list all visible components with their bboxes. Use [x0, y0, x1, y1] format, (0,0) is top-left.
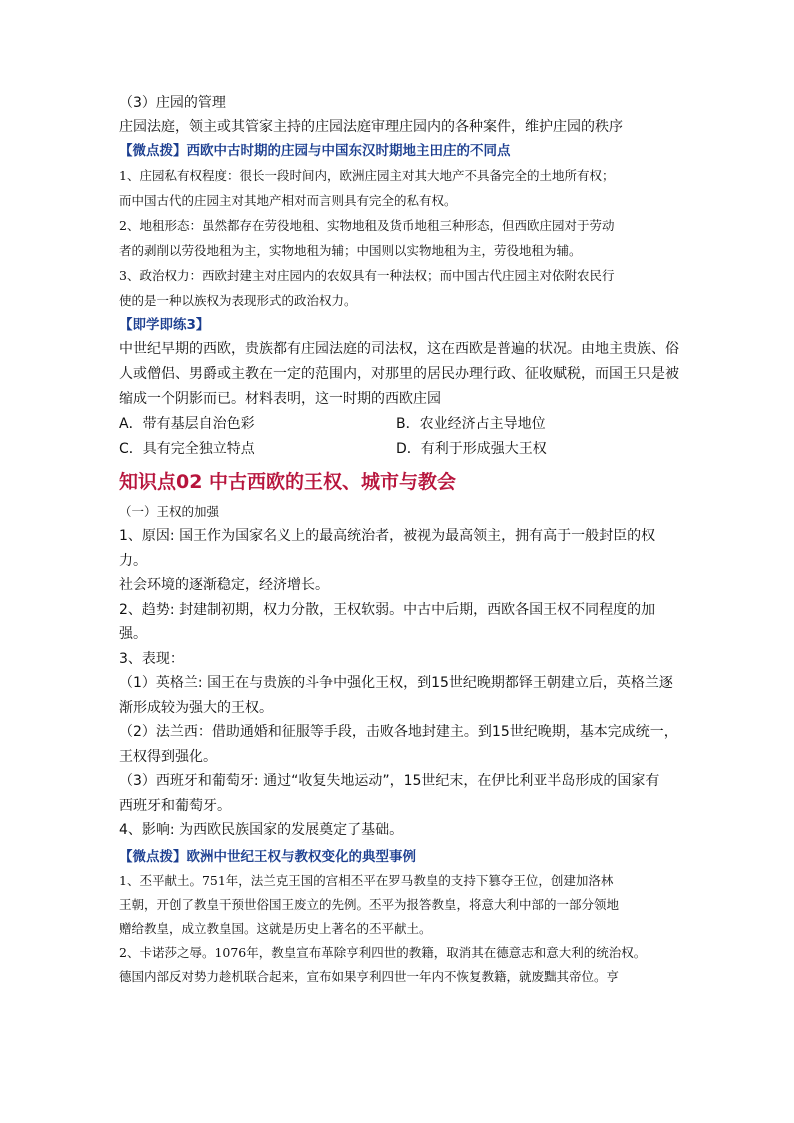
- body-line: （3）西班牙和葡萄牙: 通过“收复失地运动”，15世纪末，在伊比利亚半岛形成的国家有: [119, 773, 660, 789]
- subsection-heading: （一）王权的加强: [119, 504, 220, 519]
- option-a[interactable]: A．带有基层自治色彩: [119, 416, 255, 432]
- tip-kingship-church-body: [119, 869, 679, 989]
- tip-title-kingship-church: 【微点拨】欧洲中世纪王权与教权变化的典型事例: [119, 848, 416, 865]
- question-line: 中世纪早期的西欧，贵族都有庄园法庭的司法权，这在西欧是普遍的状况。由地主贵族、俗: [119, 341, 679, 357]
- exercise-title: 【即学即练3】: [119, 317, 210, 333]
- tip-line: 德国内部反对势力趁机联合起来，宣布如果亨利四世一年内不恢复教籍，就废黜其帝位。亨: [119, 968, 620, 984]
- tip-differences-body: [119, 163, 679, 313]
- tip-line: 赠给教皇，成立教皇国。这就是历史上著名的丕平献土。: [119, 920, 432, 936]
- question-line: 人或僧侣、男爵或主教在一定的范围内，对那里的居民办理行政、征收赋税，而国王只是被: [119, 366, 679, 382]
- kingship-body: [119, 524, 679, 843]
- body-line: 西班牙和葡萄牙。: [119, 797, 231, 814]
- question-line: 缩成一个阴影而已。材料表明，这一时期的西欧庄园: [119, 391, 441, 407]
- option-b[interactable]: B．农业经济占主导地位: [396, 416, 546, 432]
- tip-title-differences: 【微点拨】西欧中古时期的庄园与中国东汉时期地主田庄的不同点: [119, 143, 511, 159]
- tip-line: 1、庄园私有权程度：很长一段时间内，欧洲庄园主对其大地产不具备完全的土地所有权；: [119, 168, 615, 183]
- body-line: （2）法兰西：借助通婚和征服等手段，击败各地封建主。到15世纪晚期，基本完成统一，: [119, 724, 678, 740]
- option-c[interactable]: C．具有完全独立特点: [119, 441, 255, 457]
- body-line: 社会环境的逐渐稳定，经济增长。: [119, 577, 329, 593]
- knowledge-point-title: 知识点02 中古西欧的王权、城市与教会: [119, 471, 457, 493]
- manor-court-text: 庄园法庭，领主或其管家主持的庄园法庭审理庄园内的各种案件，维护庄园的秩序: [119, 118, 623, 135]
- tip-line: 而中国古代的庄园主对其地产相对而言则具有完全的私有权。: [119, 193, 457, 208]
- body-line: 王权得到强化。: [119, 748, 217, 765]
- exercise-question: [119, 337, 679, 412]
- answer-options: [119, 412, 679, 462]
- tip-line: 王朝，开创了教皇干预世俗国王废立的先例。丕平为报答教皇，将意大利中部的一部分领地: [119, 896, 620, 912]
- tip-line: 2、卡诺莎之辱。1076年，教皇宣布革除亨利四世的教籍，取消其在德意志和意大利的统治权。: [119, 944, 647, 960]
- body-line: 渐形成较为强大的王权。: [119, 699, 273, 716]
- tip-line: 者的剥削以劳役地租为主，实物地租为辅；中国则以实物地租为主，劳役地租为辅。: [119, 243, 582, 258]
- tip-line: 2、地租形态：虽然都存在劳役地租、实物地租及货币地租三种形态，但西欧庄园对于劳动: [119, 218, 615, 233]
- tip-line: 3、政治权力：西欧封建主对庄园内的农奴具有一种法权；而中国古代庄园主对依附农民行: [119, 268, 615, 283]
- document-page: [119, 92, 679, 989]
- body-line: 1、原因: 国王作为国家名义上的最高统治者，被视为最高领主，拥有高于一般封臣的权力。: [119, 528, 656, 569]
- section-heading-manor-management: （3）庄园的管理: [119, 95, 226, 111]
- body-line: 3、表现：: [119, 650, 184, 667]
- tip-line: 使的是一种以族权为表现形式的政治权力。: [119, 293, 357, 308]
- tip-line: 1、丕平献土。751年，法兰克王国的宫相丕平在罗马教皇的支持下篡夺王位，创建加洛林: [119, 872, 614, 888]
- option-d[interactable]: D．有利于形成强大王权: [396, 441, 547, 457]
- body-line: （1）英格兰: 国王在与贵族的斗争中强化王权，到15世纪晚期都铎王朝建立后，英格兰逐: [119, 675, 673, 691]
- body-line: 2、趋势: 封建制初期，权力分散，王权软弱。中古中后期，西欧各国王权不同程度的加强。: [119, 601, 656, 642]
- body-line: 4、影响: 为西欧民族国家的发展奠定了基础。: [119, 822, 404, 838]
